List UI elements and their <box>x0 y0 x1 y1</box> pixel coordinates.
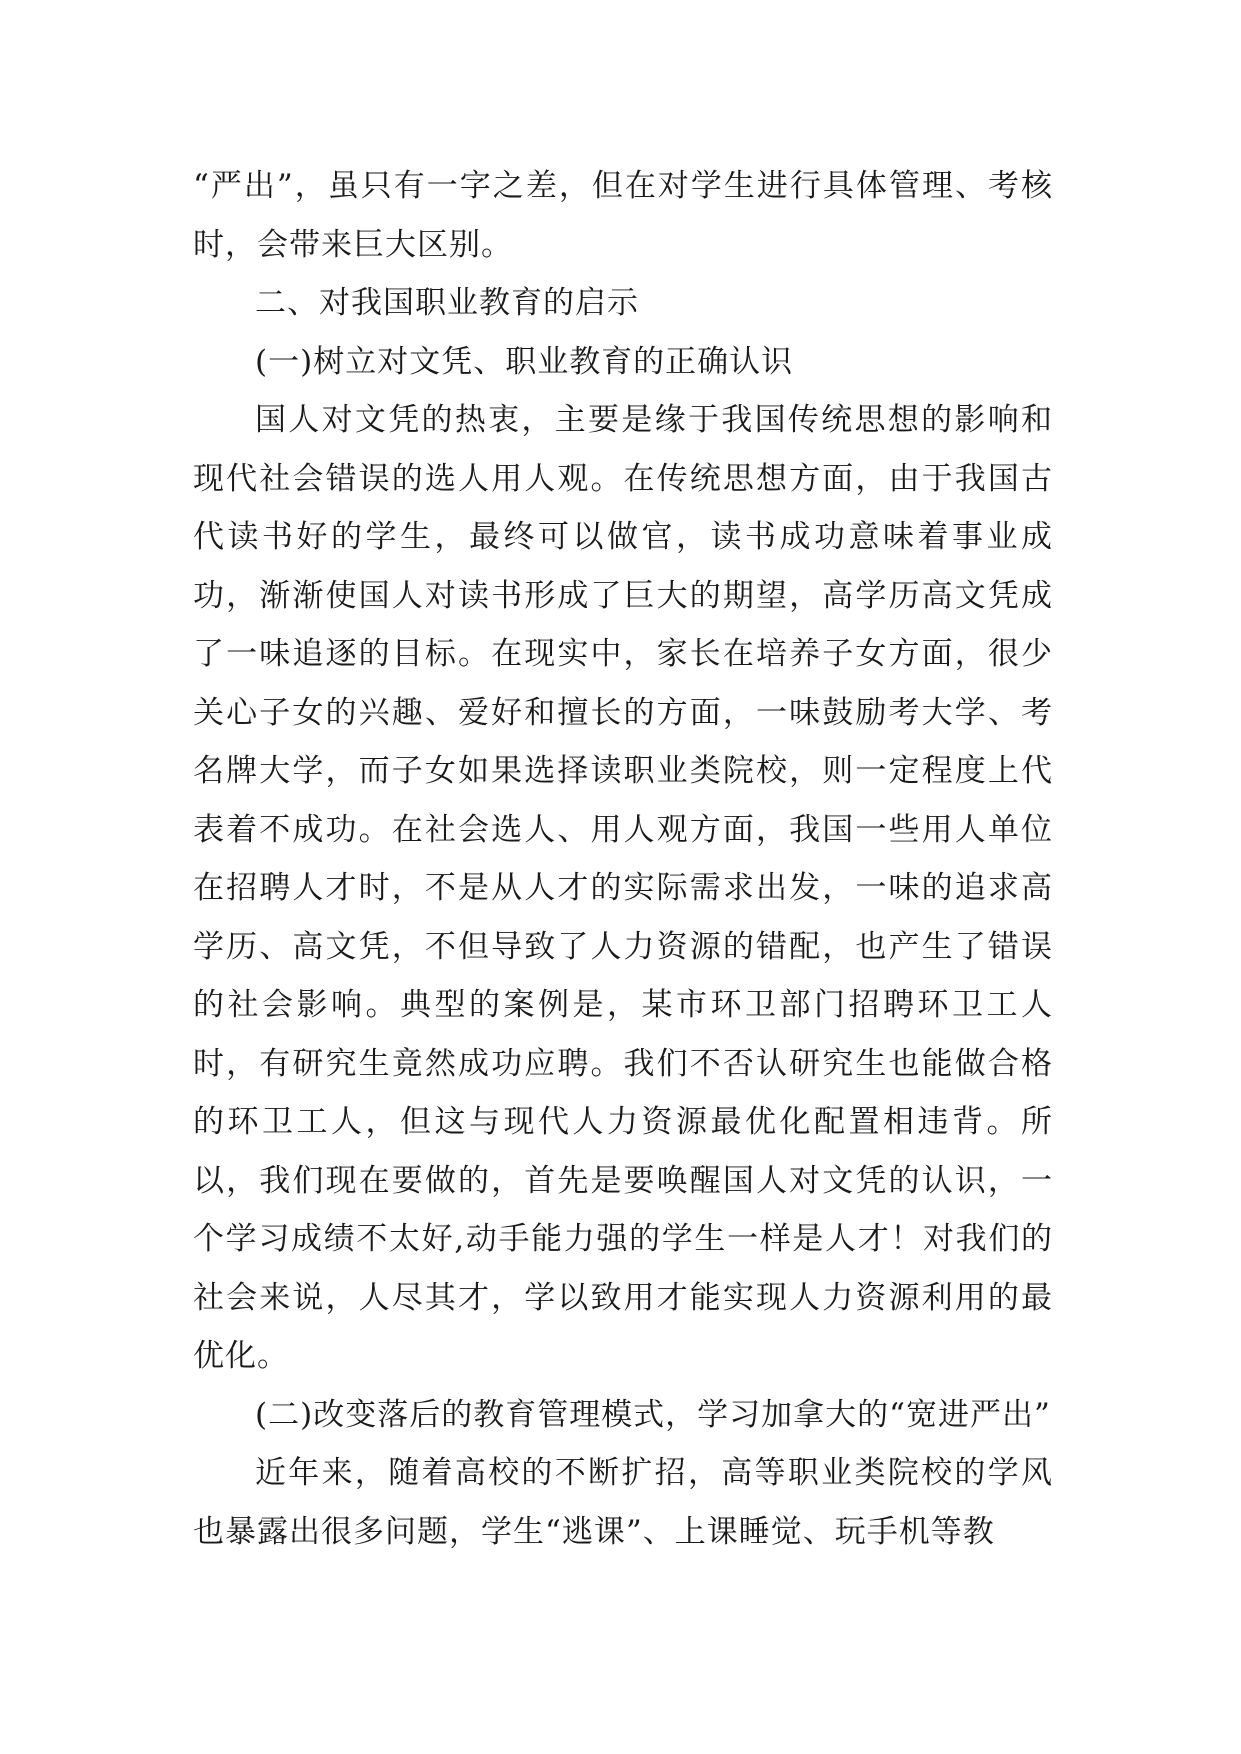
paragraph-continuation: “严出”，虽只有一字之差，但在对学生进行具体管理、考核时，会带来巨大区别。 <box>193 168 1053 263</box>
subsection-heading-1: (一)树立对文凭、职业教育的正确认识 <box>255 343 794 380</box>
paragraph-body-cut-off: 近年来，随着高校的不断扩招，高等职业类院校的学风也暴露出很多问题，学生“逃课”、上课睡觉、玩手机等教 <box>193 1455 1053 1550</box>
paragraph-body: 国人对文凭的热衷，主要是缘于我国传统思想的影响和现代社会错误的选人用人观。在传统思想方面，由于我国古代读书好的学生，最终可以做官，读书成功意味着事业成功，渐渐使国人对读书形成了巨大的期望，高学历高文凭成了一味追逐的目标。在现实中，家长在培养子女方面，很少关心子女的兴趣、爱好和擅长的方面，一味鼓励考大学、考名牌大学，而子女如果选择读职业类院校，则一定程度上代表着不成功。在社会选人、用人观方面，我国一些用人单位在招聘人才时，不是从人才的实际需求出发，一味的追求高学历、高文凭，不但导致了人力资源的错配，也产生了错误的社会影响。典型的案例是，某市环卫部门招聘环卫工人时，有研究生竟然成功应聘。我们不否认研究生也能做合格的环卫工人，但这与现代人力资源最优化配置相违背。所以，我们现在要做的，首先是要唤醒国人对文凭的认识，一个学习成绩不太好,动手能力强的学生一样是人才！对我们的社会来说，人尽其才，学以致用才能实现人力资源利用的最优化。 <box>193 402 1053 1374</box>
document-body <box>193 157 1053 1561</box>
section-heading: 二、对我国职业教育的启示 <box>255 285 639 321</box>
subsection-heading-2: (二)改变落后的教育管理模式，学习加拿大的“宽进严出” <box>255 1396 1051 1433</box>
